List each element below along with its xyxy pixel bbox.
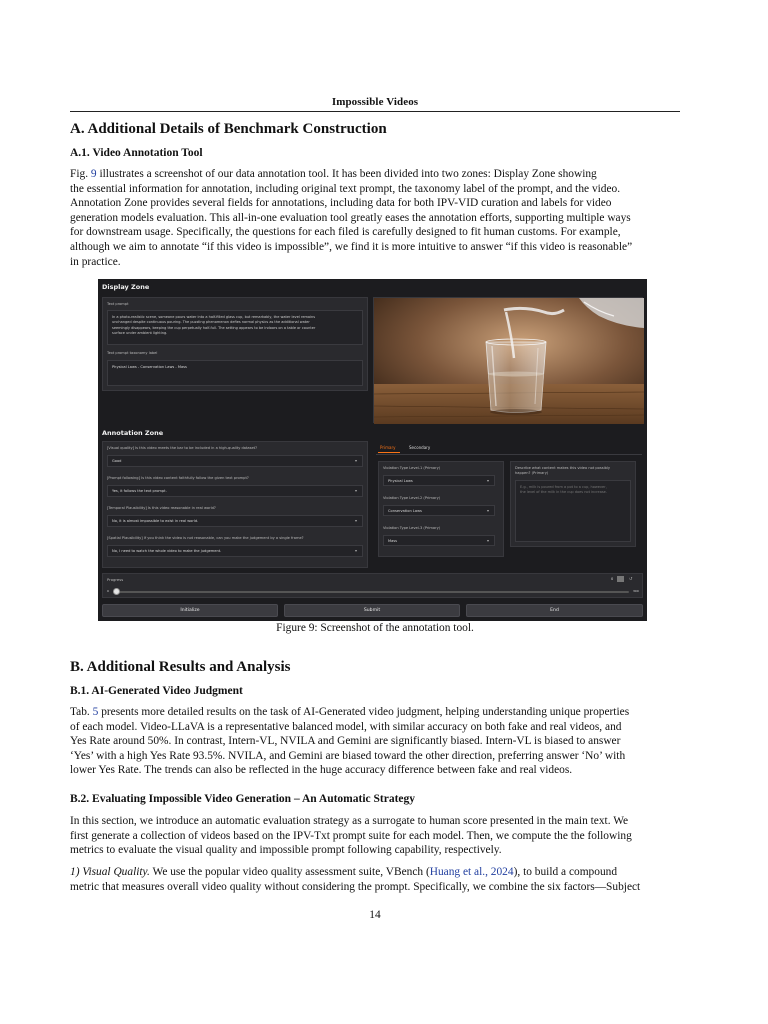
section-b2-title: B.2. Evaluating Impossible Video Generation – An Automatic Strategy (70, 793, 416, 805)
progress-handle[interactable] (113, 588, 120, 595)
violation-l1-value: Physical Laws (388, 479, 413, 483)
initialize-button[interactable]: Initialize (102, 604, 278, 617)
fig-ref-prefix: Fig. (70, 168, 89, 180)
video-frame[interactable] (374, 298, 644, 424)
fig-ref-link[interactable]: 9 (90, 168, 97, 180)
citation-link[interactable]: Huang et al., 2024 (429, 866, 514, 878)
tab-divider (376, 454, 642, 455)
spatial-plausibility-select[interactable] (107, 545, 363, 557)
describe-textarea[interactable] (515, 480, 631, 542)
text-prompt-field (107, 310, 363, 345)
question-prompt-following-label: [Prompt following] Is this video content faithfully follow the given text prompt? (107, 476, 249, 480)
violation-l2-value: Conservation Laws (388, 509, 422, 513)
b1-line: ‘Yes’ with a high Yes Rate 93.5%. NVILA, and Gemini are biased toward the other direction, preferring answer ‘No’ with (70, 749, 626, 762)
b1-line: of each model. Video-LLaVA is a representative balanced model, with similar accuracy on both fake and real videos, and (70, 720, 622, 733)
prompt-line: surface under ambient lighting. (112, 331, 168, 336)
a1-line: the essential information for annotation, including original text prompt, the taxonomy label of the prompt, and the video. (70, 182, 621, 195)
annotation-tool-screenshot (98, 279, 647, 621)
b1-line (70, 705, 680, 720)
figure-caption: Figure 9: Screenshot of the annotation tool. (276, 622, 474, 634)
taxonomy-value: Physical Laws - Conservation Laws - Mass (112, 365, 187, 369)
b3-line: metric that measures overall video quality without considering the prompt. Specifically, we combine the six factors—Subject (70, 880, 641, 893)
a1-line: in practice. (70, 255, 121, 268)
header-rule (70, 111, 680, 112)
tab-ref-prefix: Tab. (70, 706, 90, 718)
text-prompt-label: Text prompt (107, 302, 129, 306)
prompt-following-value: Yes, it follows the text prompt. (112, 489, 167, 493)
end-button[interactable]: End (466, 604, 643, 617)
question-spatial-label: [Spatial Plausibility] If you think the video is not reasonable, can you make the judgement by a single frame? (107, 536, 304, 540)
page-number: 14 (369, 909, 381, 921)
video-panel (373, 297, 643, 423)
placeholder-line: E.g., milk is poured from a pot to a cup, however, (520, 485, 607, 489)
violation-l2-select[interactable] (383, 505, 495, 516)
violation-l1-select[interactable] (383, 475, 495, 486)
section-a1-title: A.1. Video Annotation Tool (70, 147, 203, 159)
prompt-line: seemingly disappears, keeping the cup perpetually half-full. The setting appears to be indoors on a table or counter (112, 325, 316, 330)
b3-line (70, 865, 680, 880)
progress-max: 300 (633, 589, 639, 593)
progress-min: 0 (107, 589, 109, 593)
prompt-line: unchanged despite continuous pouring. The puzzling phenomenon defies normal physics as the additional water (112, 320, 310, 325)
chevron-down-icon: ▾ (354, 488, 357, 493)
b2-paragraph (70, 814, 680, 858)
a1-line: for downstream usage. Specifically, the questions for each filed is carefully designed to fit human customs. For example, (70, 226, 621, 239)
reset-icon[interactable]: ↺ (629, 576, 633, 581)
display-zone-title: Display Zone (102, 283, 150, 291)
placeholder-line: the level of the milk in the cup does not increase. (520, 490, 607, 495)
b1-line-text: presents more detailed results on the task of AI-Generated video judgment, helping understanding unique properties (101, 706, 630, 718)
violation-panel (378, 461, 504, 557)
chevron-down-icon: ▾ (486, 478, 489, 483)
running-header: Impossible Videos (331, 96, 419, 108)
questions-panel (102, 441, 368, 568)
violation-l3-select[interactable] (383, 535, 495, 546)
describe-panel (510, 461, 636, 547)
tab-primary-underline (378, 452, 400, 453)
b2-line: metrics to evaluate the visual quality and impossible prompt following capability, respectively. (70, 844, 502, 857)
describe-label-line: happen? (Primary) (515, 471, 549, 476)
describe-label (515, 466, 610, 477)
question-temporal-label: [Temporal Plausibility] Is this video reasonable in real world? (107, 506, 216, 510)
b1-line: lower Yes Rate. The trends can also be reflected in the huge accuracy difference between fake and real videos. (70, 764, 573, 777)
violation-l2-label: Violation Type Level-2 (Primary) (383, 496, 441, 500)
a1-paragraph (70, 167, 680, 269)
text-prompt-panel (102, 297, 368, 391)
b3-text-a: We use the popular video quality assessment suite, VBench ( (149, 866, 430, 878)
annotation-zone-title: Annotation Zone (102, 429, 164, 437)
visual-quality-value: Good (112, 459, 122, 463)
violation-l3-label: Violation Type Level-3 (Primary) (383, 526, 441, 530)
section-a-title: A. Additional Details of Benchmark Construction (70, 121, 387, 137)
prompt-line: In a photo-realistic scene, someone pours water into a half-filled glass cup, but remarkably, the water level remains (112, 315, 316, 319)
chevron-down-icon: ▾ (354, 548, 357, 553)
b2-line: In this section, we introduce an automatic evaluation strategy as a surrogate to human score presented in the main text. We (70, 815, 629, 827)
progress-value: 0 (611, 577, 614, 581)
b3-paragraph (70, 865, 680, 894)
text-prompt-value (112, 315, 360, 337)
chevron-down-icon: ▾ (354, 458, 357, 463)
visual-quality-select[interactable] (107, 455, 363, 467)
section-b-title: B. Additional Results and Analysis (70, 659, 291, 675)
prompt-following-select[interactable] (107, 485, 363, 497)
a1-line: generation models evaluation. This all-in-one evaluation tool greatly eases the annotation efforts, supporting multiple ways (70, 211, 631, 224)
a1-line (70, 167, 680, 182)
taxonomy-field (107, 360, 363, 386)
violation-l1-label: Violation Type Level-1 (Primary) (383, 466, 441, 470)
describe-placeholder (520, 485, 607, 496)
a1-line: although we aim to annotate “if this video is impossible”, we find it is more intuitive to answer “if this video is reasonable” (70, 240, 633, 253)
chevron-down-icon: ▾ (486, 538, 489, 543)
tab-secondary[interactable]: Secondary (409, 445, 431, 450)
spatial-plausibility-value: No, I need to watch the whole video to make the judgement. (112, 549, 222, 553)
progress-label: Progress (107, 577, 124, 582)
b1-paragraph (70, 705, 680, 778)
b2-line: first generate a collection of videos based on the IPV-Txt prompt suite for each model. Then, we compute the the following (70, 829, 632, 842)
tab-primary[interactable]: Primary (380, 445, 396, 450)
a1-line: Annotation Zone provides several fields for annotations, including data for both IPV-VID curation and labels for video (70, 197, 612, 210)
submit-button[interactable]: Submit (284, 604, 460, 617)
taxonomy-label: Text prompt taxonomy label (107, 351, 158, 355)
violation-l3-value: Mass (388, 539, 398, 543)
chevron-down-icon: ▾ (486, 508, 489, 513)
progress-panel (102, 573, 643, 598)
b3-text-b: ), to build a compound (513, 866, 618, 878)
video-still (374, 298, 644, 424)
visual-quality-heading: 1) Visual Quality. (70, 866, 150, 878)
a1-line-text: illustrates a screenshot of our data annotation tool. It has been divided into two zones: Display Zone showing (99, 168, 597, 180)
temporal-plausibility-value: No, it is almost impossible to exist in real world. (112, 519, 199, 523)
temporal-plausibility-select[interactable] (107, 515, 363, 527)
tab-ref-link[interactable]: 5 (92, 706, 99, 718)
progress-track[interactable] (115, 591, 629, 593)
b1-line: Yes Rate around 50%. In contrast, Intern-VL, NVILA and Gemini are significantly biased. Intern-VL is biased to answer (70, 735, 621, 748)
progress-number-box[interactable] (617, 576, 624, 582)
describe-label-line: Describe what content makes this video not possibly (515, 466, 611, 470)
chevron-down-icon: ▾ (354, 518, 357, 523)
section-b1-title: B.1. AI-Generated Video Judgment (70, 685, 243, 697)
question-visual-quality-label: [Visual quality] Is this video meets the bar to be included in a high-quality dataset? (107, 446, 257, 450)
